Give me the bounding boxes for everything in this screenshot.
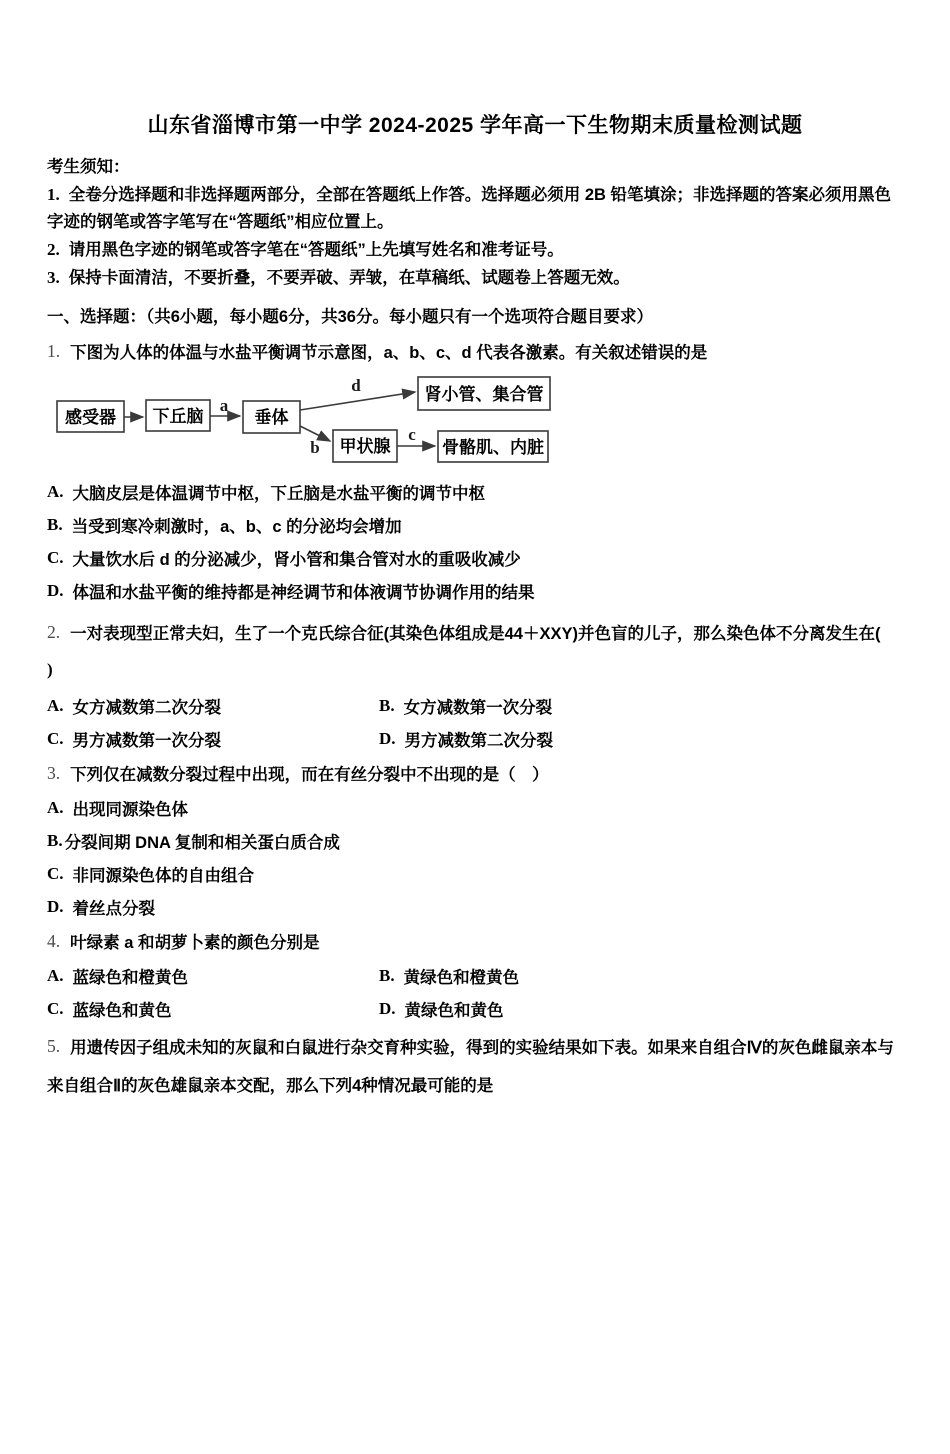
question-2-stem-continued — [47, 651, 920, 689]
notice-item-2-number: 2. — [47, 240, 60, 259]
question-3-number: 3. — [47, 762, 61, 783]
option-d-label: D. — [47, 896, 64, 916]
option-c-label: C. — [47, 547, 64, 567]
diagram-box-renal-tubule — [418, 377, 550, 410]
question-2-closing-paren: ) — [47, 660, 53, 679]
question-5-text: 用遗传因子组成未知的灰鼠和白鼠进行杂交育种实验，得到的实验结果如下表。如果来自组合Ⅳ的灰色雌鼠亲本与 — [70, 1039, 894, 1057]
question-2-options-row-2 — [47, 722, 920, 755]
question-1 — [47, 333, 920, 607]
exam-paper-page — [0, 110, 950, 1454]
notice-item-1-text-line2: 字迹的钢笔或答字笔写在“答题纸”相应位置上。 — [47, 213, 394, 231]
question-5-stem-continued — [47, 1065, 920, 1103]
question-4 — [47, 923, 920, 1025]
question-4-option-c: C. 蓝绿色和黄色 — [47, 998, 172, 1020]
question-1-option-a: A. 大脑皮层是体温调节中枢，下丘脑是水盐平衡的调节中枢 — [47, 481, 486, 503]
option-c-label: C. — [47, 998, 64, 1018]
option-c-label: C. — [47, 863, 64, 883]
question-3-option-a: A. 出现同源染色体 — [47, 797, 189, 819]
question-2-text: 一对表现型正常夫妇，生了一个克氏综合征(其染色体组成是44＋XXY)并色盲的儿子，那么染色体不分离发生在( — [70, 625, 881, 643]
question-4-option-a: A. 蓝绿色和橙黄色 — [47, 965, 189, 987]
option-b-label: B. — [379, 965, 395, 985]
hormone-label-a: a — [219, 396, 229, 415]
hormone-label-c: c — [408, 425, 416, 444]
question-2-option-b: B. 女方减数第一次分裂 — [379, 695, 553, 717]
question-2-option-d: D. 男方减数第二次分裂 — [379, 728, 554, 750]
question-2-option-c: C. 男方减数第一次分裂 — [47, 728, 222, 750]
diagram-box-receptor — [57, 401, 124, 432]
question-1-number: 1. — [47, 340, 61, 361]
diagram-box-skeletal-viscera — [438, 431, 548, 462]
notice-item-3-text: 保持卡面清洁，不要折叠，不要弄破、弄皱，在草稿纸、试题卷上答题无效。 — [68, 269, 630, 287]
question-2-number: 2. — [47, 621, 61, 642]
notice-item-1-continued — [47, 209, 920, 236]
notice-item-2 — [47, 236, 920, 264]
notice-item-2-text: 请用黑色字迹的钢笔或答字笔在“答题纸”上先填写姓名和准考证号。 — [68, 241, 564, 259]
question-4-option-b: B. 黄绿色和橙黄色 — [379, 965, 520, 987]
question-4-option-d: D. 黄绿色和黄色 — [379, 998, 504, 1020]
question-2-options-row-1 — [47, 689, 920, 722]
option-b-label: B. — [379, 695, 395, 715]
question-3-option-b: B. 分裂间期 DNA 复制和相关蛋白质合成 — [47, 830, 340, 852]
question-2-option-a: A. 女方减数第二次分裂 — [47, 695, 222, 717]
svg-text:甲状腺: 甲状腺 — [339, 437, 391, 456]
question-2-stem — [47, 613, 920, 651]
svg-text:肾小管、集合管: 肾小管、集合管 — [424, 385, 544, 404]
question-4-options-row-1 — [47, 959, 920, 992]
notice-item-1 — [47, 181, 920, 209]
question-1-option-c: C. 大量饮水后 d 的分泌减少，肾小管和集合管对水的重吸收减少 — [47, 547, 521, 569]
question-1-option-d: D. 体温和水盐平衡的维持都是神经调节和体液调节协调作用的结果 — [47, 580, 535, 602]
question-1-option-b: B. 当受到寒冷刺激时，a、b、c 的分泌均会增加 — [47, 514, 402, 536]
question-4-text: 叶绿素 a 和胡萝卜素的颜色分别是 — [70, 934, 320, 952]
diagram-box-pituitary — [243, 401, 300, 433]
question-4-number: 4. — [47, 930, 61, 951]
hormone-label-b: b — [310, 438, 320, 457]
notice-item-3 — [47, 264, 920, 292]
hormone-label-d: d — [351, 376, 361, 395]
svg-text:垂体: 垂体 — [254, 408, 289, 427]
section-heading-multiple-choice: 一、选择题：（共6小题，每小题6分，共36分。每小题只有一个选项符合题目要求） — [47, 308, 653, 326]
question-5-text-line2: 来自组合Ⅱ的灰色雄鼠亲本交配，那么下列4种情况最可能的是 — [47, 1077, 494, 1095]
question-1-text: 下图为人体的体温与水盐平衡调节示意图，a、b、c、d 代表各激素。有关叙述错误的是 — [70, 344, 708, 362]
notice-heading: 考生须知： — [47, 158, 130, 176]
question-3-option-d: D. 着丝点分裂 — [47, 896, 156, 918]
option-d-label: D. — [379, 728, 396, 748]
notice-item-1-number: 1. — [47, 185, 60, 204]
option-b-label: B. — [47, 830, 63, 850]
regulation-flowchart-diagram — [50, 369, 570, 469]
option-a-label: A. — [47, 797, 64, 817]
svg-text:骨骼肌、内脏: 骨骼肌、内脏 — [442, 438, 544, 457]
diagram-box-thyroid — [333, 430, 397, 462]
notice-section — [47, 154, 920, 292]
option-d-label: D. — [379, 998, 396, 1018]
option-b-label: B. — [47, 514, 63, 534]
question-3 — [47, 755, 920, 923]
question-3-option-c: C. 非同源染色体的自由组合 — [47, 863, 255, 885]
question-5-number: 5. — [47, 1035, 61, 1056]
question-5-stem — [47, 1027, 920, 1065]
option-c-label: C. — [47, 728, 64, 748]
question-4-options-row-2 — [47, 992, 920, 1025]
option-d-label: D. — [47, 580, 64, 600]
question-2 — [47, 613, 920, 755]
question-3-stem — [47, 755, 920, 791]
question-3-text: 下列仅在减数分裂过程中出现，而在有丝分裂中不出现的是（ ） — [70, 766, 549, 784]
question-4-stem — [47, 923, 920, 959]
notice-item-1-text: 全卷分选择题和非选择题两部分，全部在答题纸上作答。选择题必须用 2B 铅笔填涂；非选择题的答案必须用黑色 — [68, 186, 892, 204]
svg-text:感受器: 感受器 — [65, 408, 116, 427]
page-title: 山东省淄博市第一中学 2024-2025 学年高一下生物期末质量检测试题 — [147, 114, 803, 137]
option-a-label: A. — [47, 965, 64, 985]
diagram-box-hypothalamus — [146, 400, 210, 431]
svg-text:下丘脑: 下丘脑 — [152, 407, 204, 426]
option-a-label: A. — [47, 695, 64, 715]
question-5 — [47, 1027, 920, 1103]
question-1-stem — [47, 333, 920, 369]
notice-item-3-number: 3. — [47, 268, 60, 287]
option-a-label: A. — [47, 481, 64, 501]
